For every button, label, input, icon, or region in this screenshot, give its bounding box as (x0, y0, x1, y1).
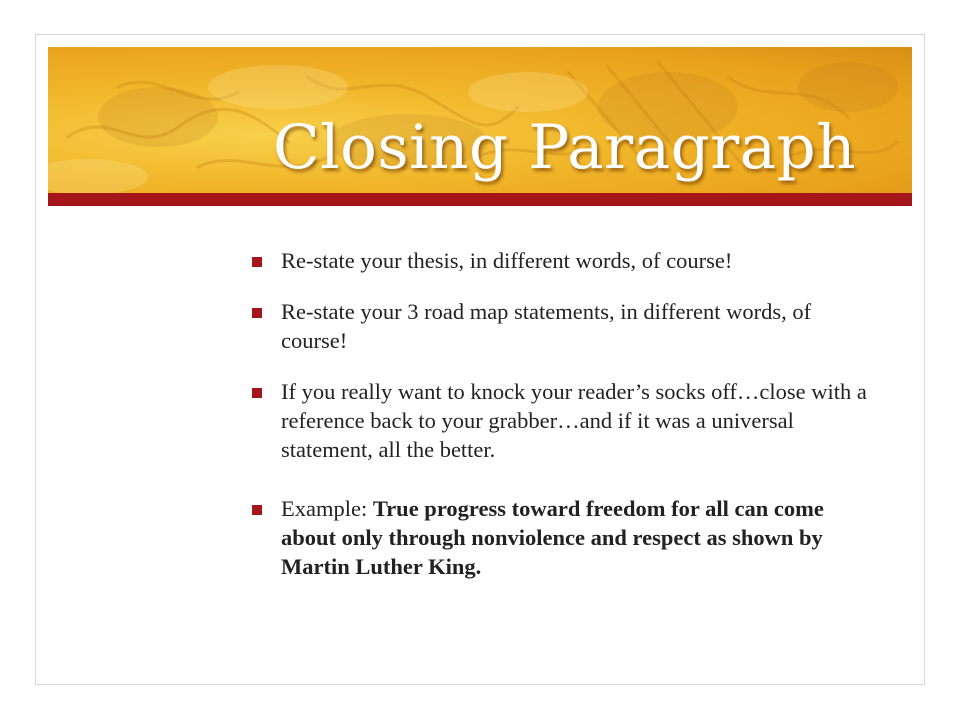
square-bullet-icon (252, 505, 262, 515)
example-item (252, 494, 872, 581)
list-item (252, 377, 872, 464)
list-item (252, 246, 872, 275)
list-item (252, 297, 872, 355)
bullet-list (252, 246, 872, 603)
square-bullet-icon (252, 257, 262, 267)
slide-title: Closing Paragraph (272, 112, 856, 183)
bullet-text: Re-state your 3 road map statements, in different words, of course! (281, 299, 812, 353)
square-bullet-icon (252, 308, 262, 318)
bullet-text: Re-state your thesis, in different words, of course! (281, 248, 733, 273)
example-label: Example: (281, 496, 373, 521)
bullet-text: If you really want to knock your reader’s socks off…close with a reference back to your grabber…and if it was a universal statement, all the better. (281, 379, 867, 462)
example-quote: True progress toward freedom for all can come about only through nonviolence and respect as shown by Martin Luther King. (281, 496, 824, 579)
square-bullet-icon (252, 388, 262, 398)
